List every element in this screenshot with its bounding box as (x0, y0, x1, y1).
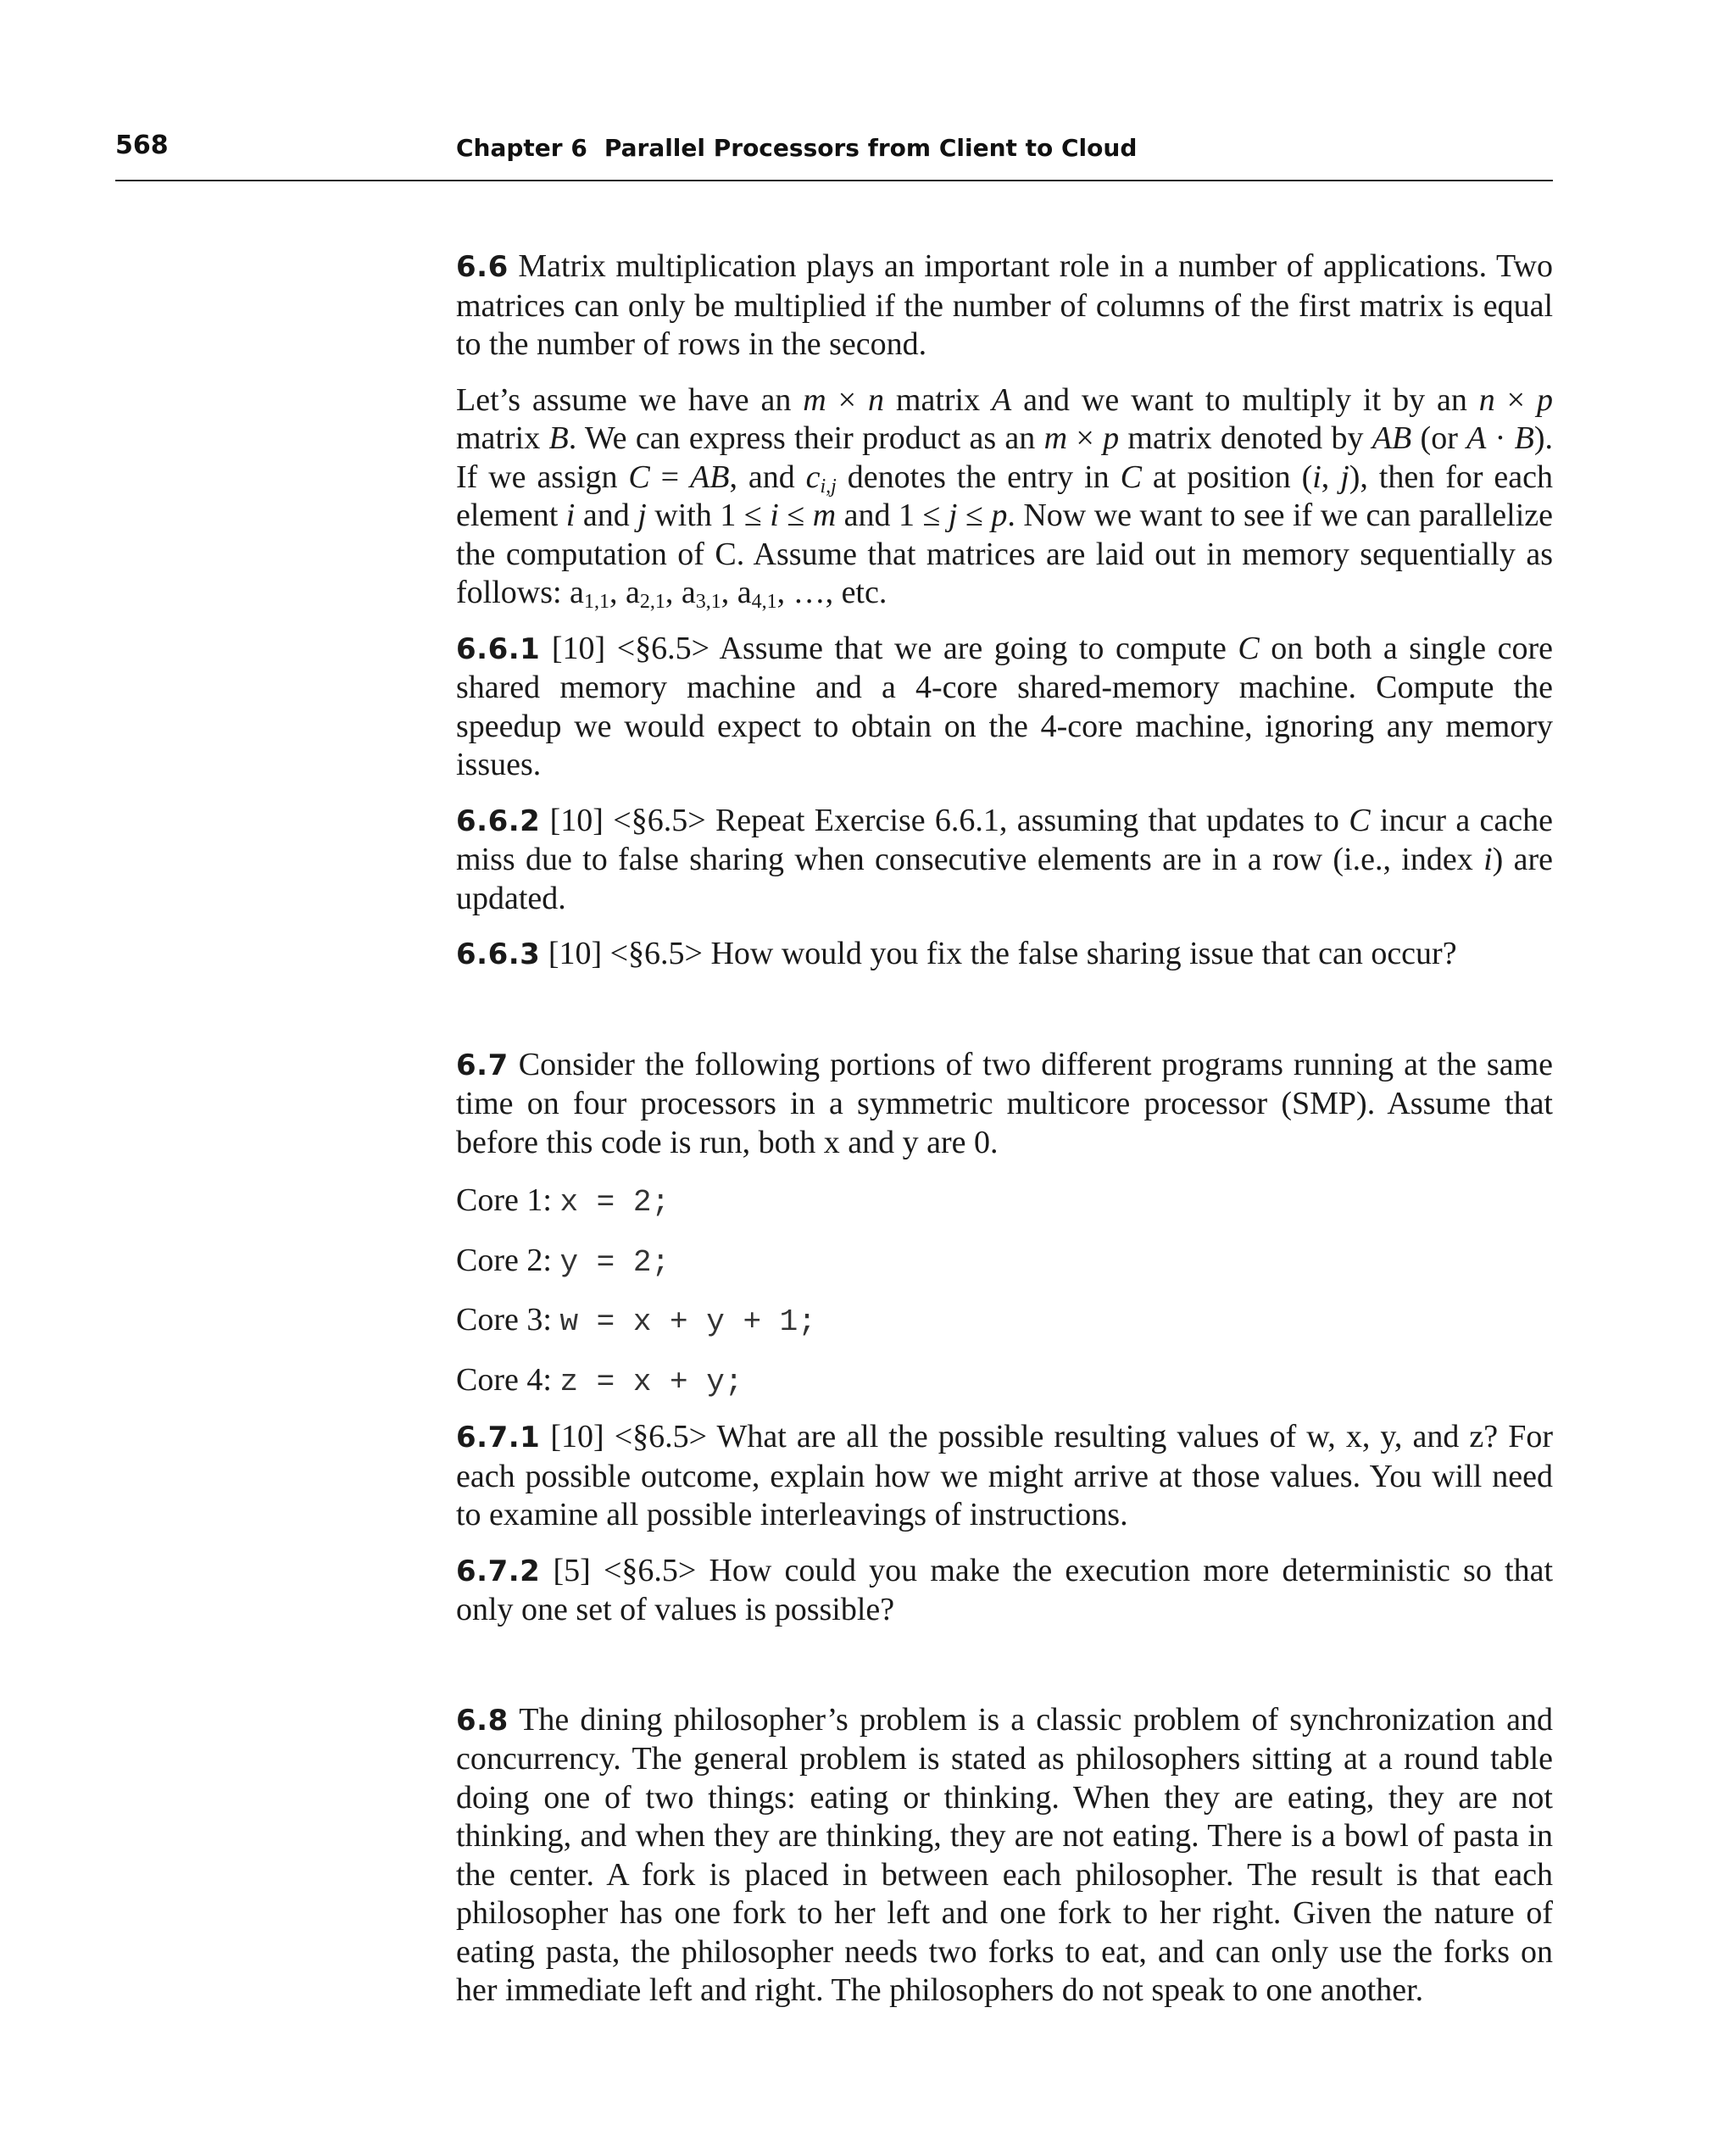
core-4-line (456, 1361, 1553, 1402)
text-run: (or (1411, 420, 1467, 456)
math-var: c (805, 459, 821, 495)
math-var: C (1120, 459, 1142, 495)
exercise-6-7-intro (456, 1046, 1553, 1163)
text-run: ) are updated. (456, 842, 1554, 916)
times-symbol: × (826, 381, 868, 418)
math-var: B (548, 420, 569, 456)
math-var: j (637, 498, 647, 533)
subscript: 1,1 (583, 591, 609, 613)
exercise-number: 6.7 (456, 1048, 509, 1082)
math-var: AB (1372, 420, 1412, 456)
exercise-number: 6.8 (456, 1703, 509, 1738)
header-rule (115, 180, 1553, 181)
math-var: A (992, 381, 1012, 418)
chapter-label: Chapter 6 (456, 134, 587, 162)
math-var: p (1537, 381, 1554, 418)
chapter-title: Parallel Processors from Client to Cloud (604, 134, 1138, 162)
paragraph-text: Matrix multiplication plays an important role in a number of applications. Two matrices can only be multiplied if the number of columns of the first matrix is equal to the number of rows in the second. (456, 248, 1554, 362)
math-var: j (948, 498, 958, 533)
text-run: Consider the following portions of two different programs running at the same time on four processors in a symmetric multicore processor (SMP). Assume that before this code is run, both x and y are 0. (456, 1046, 1553, 1160)
running-head (456, 134, 1137, 162)
math-var: j (1340, 459, 1349, 495)
text-run: ), then for each element (456, 459, 1554, 533)
core-label: Core 1: (456, 1182, 560, 1218)
text-run: Let’s assume we have an (456, 381, 804, 418)
subscript: 4,1 (751, 591, 777, 613)
math-var: n (868, 381, 884, 418)
core-label: Core 3: (456, 1302, 560, 1337)
core-label: Core 4: (456, 1361, 560, 1398)
times-symbol: × (1067, 420, 1104, 456)
le-symbol: ≤ (778, 498, 813, 533)
equals-symbol: = (649, 459, 690, 495)
math-var: m (812, 498, 837, 533)
core-3-line (456, 1301, 1553, 1342)
math-var: A (1466, 420, 1487, 456)
text-run: at position ( (1141, 459, 1313, 495)
code-snippet: w = x + y + 1; (559, 1304, 816, 1339)
exercise-6-6-2 (456, 802, 1553, 919)
text-run: denotes the entry in (836, 459, 1121, 495)
text-run: and 1 ≤ (836, 498, 949, 533)
exercise-6-6-1 (456, 630, 1553, 785)
code-snippet: y = 2; (559, 1244, 670, 1280)
page-number: 568 (115, 131, 169, 160)
math-var: AB (690, 459, 730, 495)
text-run: ). If we assign (456, 420, 1554, 495)
math-var: i (565, 498, 576, 533)
math-var: B (1514, 420, 1534, 456)
subscript: 3,1 (695, 591, 721, 613)
text-run: with 1 ≤ (646, 498, 771, 533)
math-var: n (1478, 381, 1495, 418)
exercise-6-8 (456, 1701, 1553, 2010)
math-var: C (628, 459, 650, 495)
text-run: , a (609, 575, 640, 610)
text-run: matrix (884, 381, 993, 418)
text-run: and we want to multiply it by an (1011, 381, 1479, 418)
math-var: m (1043, 420, 1068, 456)
text-run: incur a cache miss due to false sharing when consecutive elements are in a row (i.e., index (456, 802, 1553, 877)
text-run: matrix denoted by (1119, 420, 1372, 456)
text-run: on both a single core shared memory machine and a 4-core shared-memory machine. Compute the speedup we would expect to obtain on the 4-core machine, ignoring any memory issues. (456, 630, 1553, 782)
exercise-6-6-intro (456, 247, 1553, 364)
math-var: C (1238, 630, 1260, 666)
exercise-number: 6.7.2 (456, 1554, 541, 1588)
text-run: matrix (456, 420, 549, 456)
le-symbol: ≤ (957, 498, 992, 533)
subscript: 2,1 (639, 591, 665, 613)
text-run: , and (729, 459, 806, 495)
text-run: , a (665, 575, 696, 610)
text-run: [10] <§6.5> How would you fix the false sharing issue that can occur? (540, 936, 1457, 971)
exercise-6-7-2 (456, 1552, 1553, 1630)
exercise-number: 6.6.3 (456, 937, 541, 971)
text-run: . We can express their product as an (568, 420, 1044, 456)
code-snippet: x = 2; (559, 1185, 670, 1220)
text-run: [5] <§6.5> How could you make the execution more deterministic so that only one set of values is possible? (456, 1552, 1553, 1627)
text-run: , …, etc. (776, 575, 887, 610)
exercise-number: 6.6.2 (456, 804, 541, 838)
code-snippet: z = x + y; (559, 1364, 743, 1399)
text-run: . Now we want to see if we can parallelize the computation of C. Assume that matrices are laid out in memory sequentially as follows: a (456, 498, 1553, 610)
dot-symbol: · (1486, 420, 1515, 456)
text-run: and (575, 498, 638, 533)
times-symbol: × (1494, 381, 1538, 418)
math-var: C (1349, 802, 1371, 838)
math-var: p (1103, 420, 1120, 456)
exercise-6-6-setup (456, 381, 1553, 613)
exercise-6-6-3 (456, 935, 1553, 975)
exercise-6-7-1 (456, 1418, 1553, 1535)
page-body (456, 247, 1553, 2010)
text-run: [10] <§6.5> Repeat Exercise 6.6.1, assuming that updates to (540, 802, 1349, 838)
text-run: [10] <§6.5> Assume that we are going to compute (540, 630, 1238, 666)
text-run: The dining philosopher’s problem is a classic problem of synchronization and concurrency. The general problem is stated as philosophers sitting at a round table doing one of two things: eating or thinking. When they are eating, they are not thinking, and when they are thinking, they are not eating. There is a bowl of pasta in the center. A fork is placed in between each philosopher. The result is that each philosopher has one fork to her left and one fork to her right. Given the nature of eating pasta, the philosopher needs two forks to eat, and can only use the forks on her immediate left and right. The philosophers do not speak to one another. (456, 1701, 1553, 2008)
math-var: i (1312, 459, 1321, 495)
exercise-number: 6.7.1 (456, 1421, 541, 1454)
text-run: , a (721, 575, 752, 610)
core-1-line (456, 1182, 1553, 1222)
math-var: i (1483, 842, 1493, 877)
core-label: Core 2: (456, 1242, 560, 1278)
math-var: m (803, 381, 826, 418)
text-run: , (1321, 459, 1341, 495)
core-2-line (456, 1242, 1553, 1282)
math-var: p (991, 498, 1008, 533)
exercise-number: 6.6 (456, 250, 509, 284)
exercise-number: 6.6.1 (456, 631, 541, 666)
subscript: i,j (820, 475, 837, 498)
text-run: [10] <§6.5> What are all the possible resulting values of w, x, y, and z? For each possible outcome, explain how we might arrive at those values. You will need to examine all possible interleavings of instructions. (456, 1419, 1553, 1532)
math-var: i (770, 498, 779, 533)
